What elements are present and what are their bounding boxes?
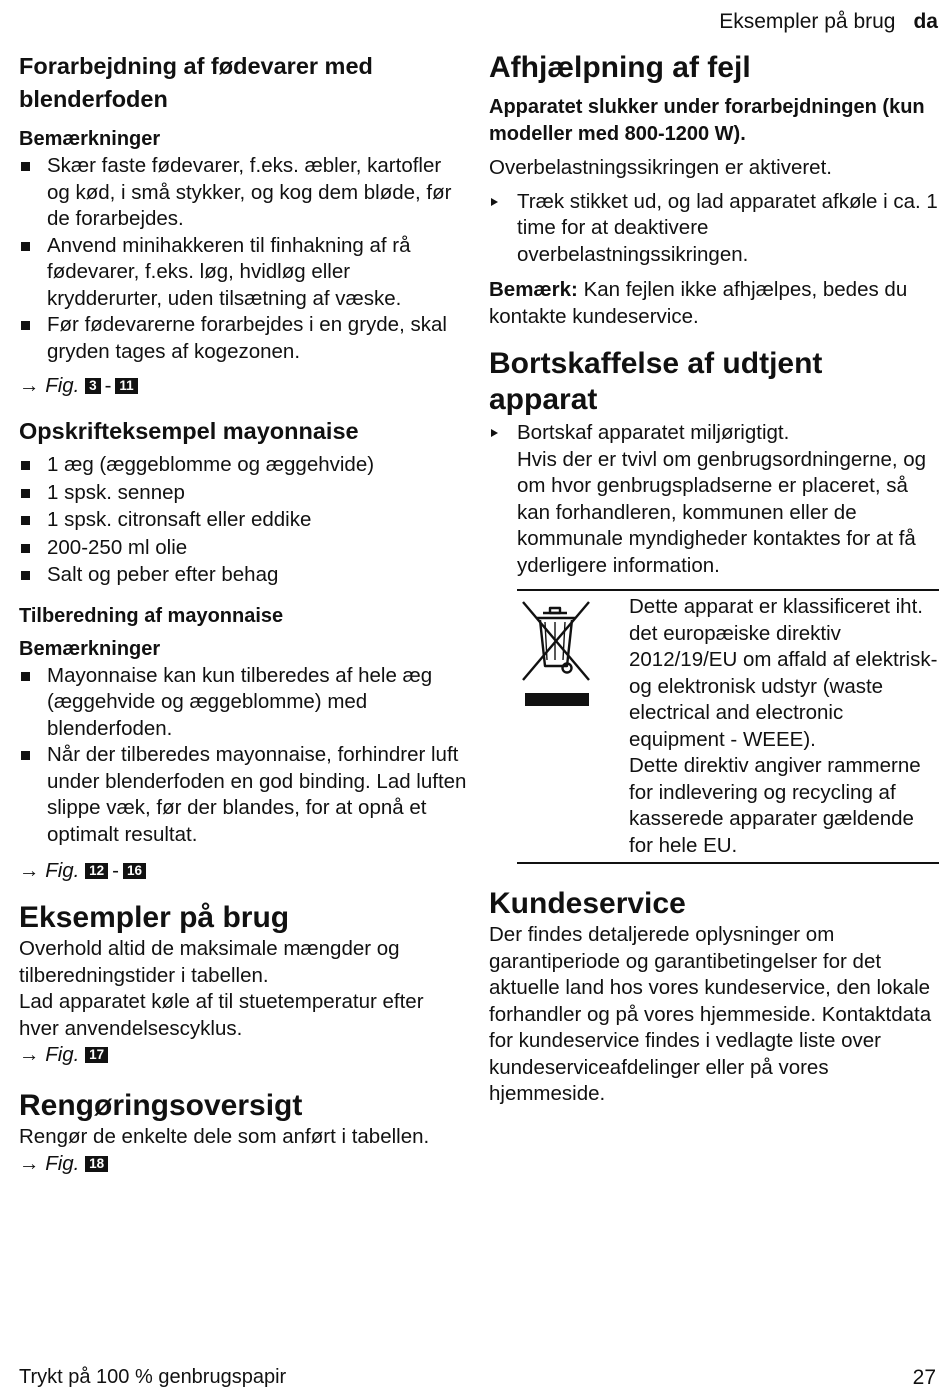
disposal-title: Bortskaffelse af udtjent apparat (489, 347, 823, 416)
ingredients-list (19, 452, 467, 589)
figure-number-box: 11 (115, 378, 137, 394)
customer-service-title: Kundeservice (489, 887, 686, 920)
left-column (19, 50, 467, 1177)
figure-reference: → Fig. 3 - 11 (19, 373, 467, 399)
header-section: Eksempler på brug (719, 10, 896, 33)
blender-notes-list (19, 153, 467, 365)
weee-crossed-bin-icon (517, 594, 629, 859)
mayo-section-title: Opskrifteksempel mayonnaise (19, 418, 359, 444)
running-header (719, 10, 938, 34)
list-item: 1 æg (æggeblomme og æggehvide) (19, 452, 467, 479)
right-column (489, 50, 939, 1108)
list-item: Anvend minihakkeren til finhakning af rå fødevarer, f.eks. løg, hvidløg eller krydderurter, uden tilsætning af væske. (19, 233, 467, 313)
list-item: Mayonnaise kan kun tilberedes af hele æg (æggehvide og æggeblomme) med blenderfoden. (19, 663, 467, 743)
list-item: Når der tilberedes mayonnaise, forhindrer luft under blenderfoden en god binding. Lad luften slippe væk, før der blandes, for at opnå et optimalt resultat. (19, 742, 467, 848)
figure-reference: → Fig. 12 - 16 (19, 858, 467, 884)
troubleshooting-action: Træk stikket ud, og lad apparatet afkøle i ca. 1 time for at deaktivere overbelastningssikringen. (489, 189, 939, 269)
troubleshooting-note (489, 277, 939, 330)
cleaning-paragraph: Rengør de enkelte dele som anført i tabellen. (19, 1125, 430, 1148)
footer-recycled-note: Trykt på 100 % genbrugspapir (19, 1366, 287, 1388)
troubleshooting-subtitle: Apparatet slukker under forarbejdningen (kun modeller med 800-1200 W). (489, 96, 925, 145)
figure-reference: → Fig. 17 (19, 1042, 467, 1068)
list-item: 1 spsk. citronsaft eller eddike (19, 507, 467, 534)
figure-number-box: 12 (85, 863, 108, 879)
disposal-action: Bortskaf apparatet miljørigtigt. (489, 420, 939, 447)
weee-paragraph: Dette apparat er klassificeret iht. det europæiske direktiv 2012/19/EU om affald af elektrisk- og elektronisk udstyr (waste electrical and electronic equipment - WEEE). (629, 595, 938, 751)
notes-label: Bemærkninger (19, 128, 161, 150)
figure-number-box: 17 (85, 1047, 108, 1063)
note-label: Bemærk: (489, 278, 578, 301)
usage-section-title: Eksempler på brug (19, 901, 290, 934)
page-number: 27 (912, 1366, 936, 1389)
list-item: 1 spsk. sennep (19, 480, 467, 507)
blender-section-title: Forarbejdning af fødevarer med blenderfoden (19, 53, 373, 112)
usage-paragraph: Lad apparatet køle af til stuetemperatur efter hver anvendelsescyklus. (19, 990, 424, 1040)
disposal-paragraph: Hvis der er tvivl om genbrugsordningerne, og om hvor genbrugspladserne er placeret, så kan forhandleren, kommunen eller de kommunale myndigheder kontaktes for at få yderligere information. (517, 447, 927, 577)
prep-notes-list (19, 663, 467, 849)
header-language: da (913, 10, 938, 33)
list-item: Før fødevarerne forarbejdes i en gryde, skal gryden tages af kogezonen. (19, 312, 467, 365)
figure-number-box: 16 (123, 863, 146, 879)
weee-box (517, 589, 939, 864)
figure-number-box: 18 (85, 1156, 108, 1172)
troubleshooting-title: Afhjælpning af fejl (489, 51, 751, 84)
cleaning-section-title: Rengøringsoversigt (19, 1089, 303, 1122)
list-item: Salt og peber efter behag (19, 562, 467, 589)
usage-paragraph: Overhold altid de maksimale mængder og tilberedningstider i tabellen. (19, 937, 400, 987)
weee-text (629, 594, 939, 859)
list-item: 200-250 ml olie (19, 535, 467, 562)
troubleshooting-paragraph: Overbelastningssikringen er aktiveret. (489, 156, 832, 179)
customer-service-paragraph: Der findes detaljerede oplysninger om garantiperiode og garantibetingelser for det aktuelle land hos vores kundeservice, den lokale forhandler og på vores hjemmeside. Kontaktdata for kundeservice findes i vedlagte liste over kundeserviceafdelinger eller på vores hjemmeside. (489, 923, 932, 1105)
note-text: Kan fejlen ikke afhjælpes, bedes du kontakte kundeservice. (489, 278, 908, 328)
list-item: Skær faste fødevarer, f.eks. æbler, kartofler og kød, i små stykker, og kog dem bløde, før de forarbejdes. (19, 153, 467, 233)
notes-label: Bemærkninger (19, 637, 161, 660)
figure-number-box: 3 (85, 378, 101, 394)
prep-section-title: Tilberedning af mayonnaise (19, 604, 284, 627)
weee-paragraph: Dette direktiv angiver rammerne for indlevering og recycling af kasserede apparater gældende for hele EU. (629, 754, 921, 857)
figure-reference: → Fig. 18 (19, 1151, 467, 1177)
